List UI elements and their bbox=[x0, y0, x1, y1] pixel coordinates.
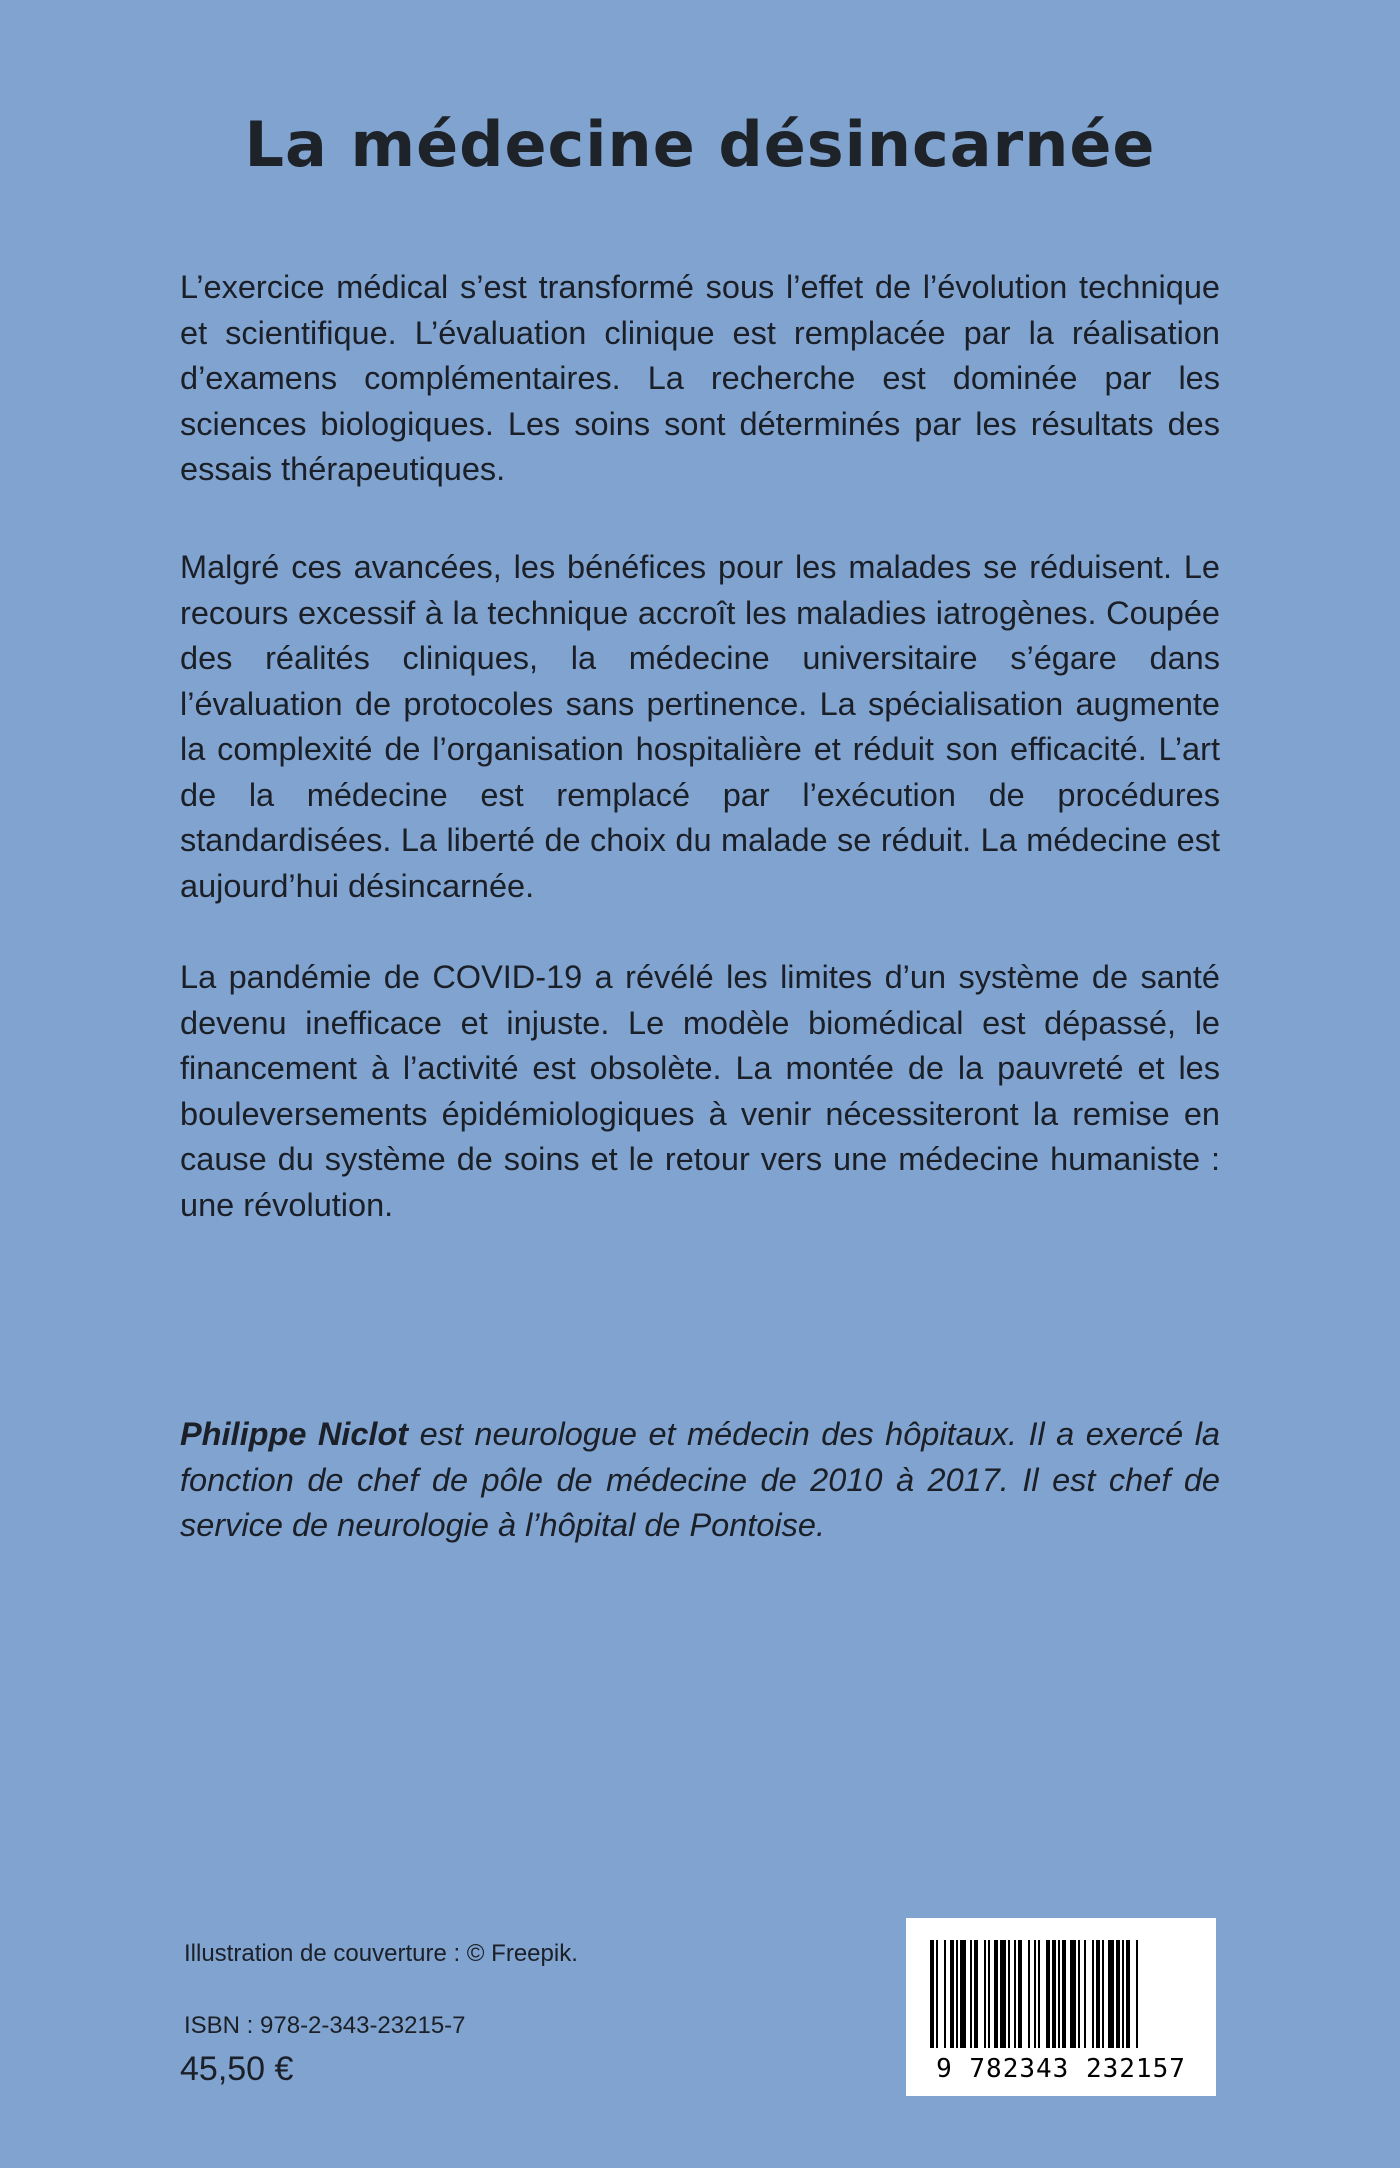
barcode-bar bbox=[1018, 1940, 1022, 2048]
isbn: ISBN : 978-2-343-23215-7 bbox=[184, 2012, 466, 2039]
barcode-bar bbox=[1136, 1940, 1138, 2048]
illustration-credit: Illustration de couverture : © Freepik. bbox=[184, 1940, 578, 1967]
barcode-bar bbox=[994, 1940, 998, 2048]
summary-paragraph-1: L’exercice médical s’est transformé sous l’effet de l’évolution technique et scientifique. L’évaluation clinique est remplacée par la réalisation d’examens complémentaires. La recherche est dominée par les sciences biologiques. Les soins sont déterminés par les résultats des essais thérapeutiques. bbox=[180, 269, 1220, 487]
book-title: La médecine désincarnée bbox=[244, 108, 1156, 181]
barcode-bar bbox=[1028, 1940, 1030, 2048]
barcode-bar bbox=[1046, 1940, 1050, 2048]
barcode-bar bbox=[1084, 1940, 1086, 2048]
barcode-bar bbox=[944, 1940, 946, 2048]
barcode-bar bbox=[988, 1940, 990, 2048]
barcode-bar bbox=[950, 1940, 954, 2048]
author-name: Philippe Niclot bbox=[180, 1416, 409, 1452]
barcode-bar bbox=[1014, 1940, 1016, 2048]
barcode-bar bbox=[1000, 1940, 1006, 2048]
barcode-bar bbox=[970, 1940, 972, 2048]
barcode-number: 9 782343 232157 bbox=[936, 2054, 1186, 2084]
barcode-bar bbox=[984, 1940, 986, 2048]
barcode-bar bbox=[1058, 1940, 1060, 2048]
barcode-bar bbox=[1008, 1940, 1010, 2048]
barcode-bar bbox=[1038, 1940, 1040, 2048]
summary-paragraph-2: Malgré ces avancées, les bénéfices pour les malades se réduisent. Le recours excessif à la technique accroît les maladies iatrogènes. Coupée des réalités cliniques, la médecine universitaire s’égare dans l’évaluation de protocoles sans pertinence. La spécialisation augmente la complexité de l’organisation hospitalière et réduit son efficacité. L’art de la médecine est remplacé par l’exécution de procédures standardisées. La liberté de choix du malade se réduit. La médecine est aujourd’hui désincarnée. bbox=[180, 549, 1220, 904]
barcode-bar bbox=[974, 1940, 978, 2048]
barcode-bars bbox=[930, 1940, 1192, 2048]
barcode-bar bbox=[956, 1940, 958, 2048]
author-bio bbox=[180, 1412, 1220, 1549]
author-bio-text: est neurologue et médecin des hôpitaux. Il a exercé la fonction de chef de pôle de médecine de 2010 à 2017. Il est chef de service de neurologie à l’hôpital de Pontoise. bbox=[180, 1416, 1220, 1543]
barcode-bar bbox=[1102, 1940, 1104, 2048]
summary-paragraph-3: La pandémie de COVID-19 a révélé les limites d’un système de santé devenu inefficace et injuste. Le modèle biomédical est dépassé, le financement à l’activité est obsolète. La montée de la pauvreté et les bouleversements épidémiologiques à venir nécessiteront la remise en cause du système de soins et le retour vers une médecine humaniste : une révolution. bbox=[180, 959, 1220, 1223]
barcode-bar bbox=[1034, 1940, 1036, 2048]
barcode-bar bbox=[960, 1940, 966, 2048]
barcode-bar bbox=[1052, 1940, 1056, 2048]
barcode-bar bbox=[1122, 1940, 1124, 2048]
barcode-bar bbox=[1070, 1940, 1076, 2048]
barcode-bar bbox=[1108, 1940, 1114, 2048]
barcode-bar bbox=[930, 1940, 934, 2048]
barcode bbox=[906, 1918, 1216, 2096]
barcode-bar bbox=[1096, 1940, 1100, 2048]
barcode-bar bbox=[1126, 1940, 1130, 2048]
barcode-bar bbox=[1116, 1940, 1120, 2048]
barcode-bar bbox=[1062, 1940, 1066, 2048]
barcode-bar bbox=[1078, 1940, 1080, 2048]
barcode-bar bbox=[936, 1940, 938, 2048]
price: 45,50 € bbox=[180, 2050, 294, 2088]
barcode-bar bbox=[1092, 1940, 1094, 2048]
